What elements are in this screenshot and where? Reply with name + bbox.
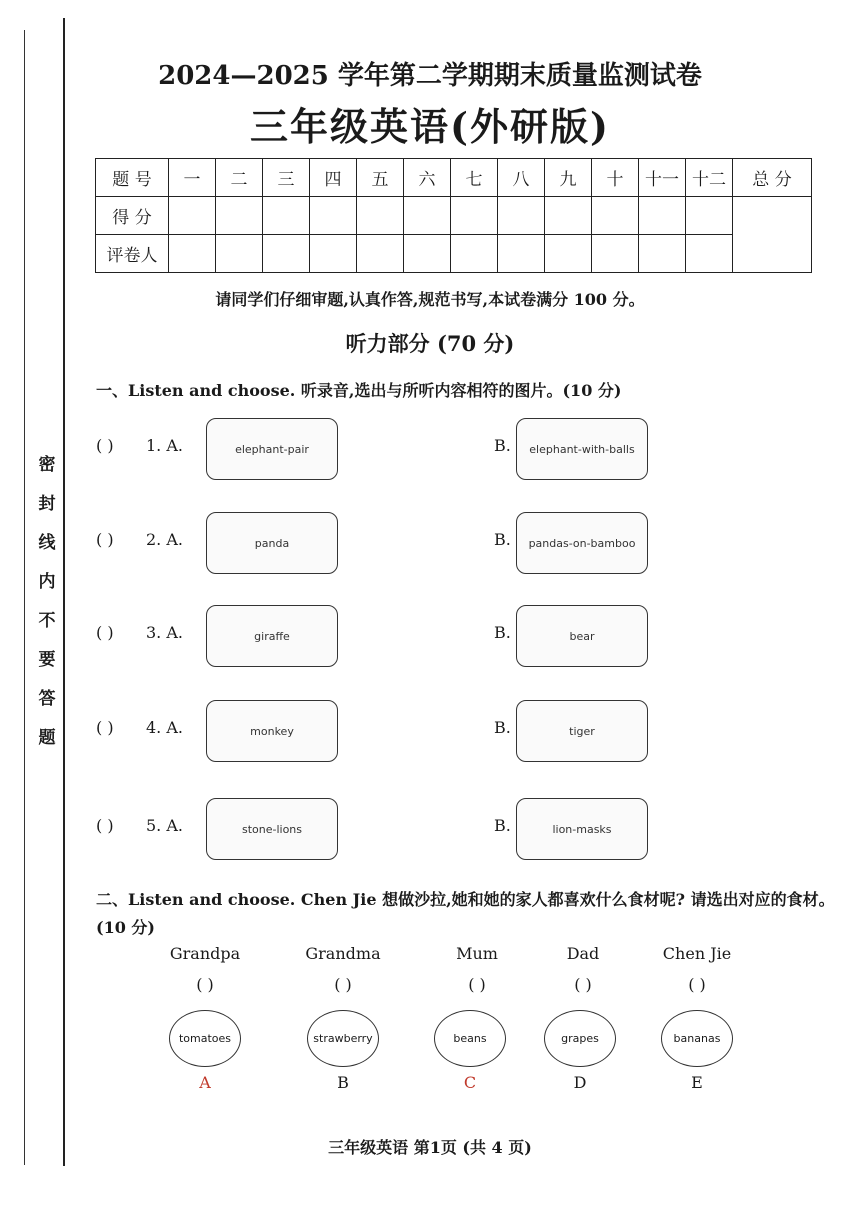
- grader-cell[interactable]: [357, 235, 404, 273]
- exam-instructions: 请同学们仔细审题,认真作答,规范书写,本试卷满分 100 分。: [215, 290, 645, 309]
- question-number: 4. A.: [146, 718, 183, 737]
- food-letter: C: [463, 1073, 477, 1092]
- score-table-header-row: [96, 159, 812, 197]
- seal-char: 内: [38, 572, 56, 592]
- score-row: [96, 197, 812, 235]
- person-dad: [538, 944, 628, 994]
- seal-char: 不: [38, 611, 56, 631]
- header-cell: 一: [169, 159, 216, 197]
- pandas-bamboo-icon: pandas-on-bamboo: [516, 512, 648, 574]
- giraffe-icon: giraffe: [206, 605, 338, 667]
- food-letter: E: [691, 1073, 703, 1092]
- answer-blank[interactable]: ( ): [688, 975, 706, 994]
- question-row-5: [96, 798, 816, 858]
- option-b-label: B.: [494, 530, 511, 549]
- score-cell[interactable]: [310, 197, 357, 235]
- person-chen-jie: [652, 944, 742, 994]
- header-cell: 二: [216, 159, 263, 197]
- option-b-label: B.: [494, 718, 511, 737]
- header-cell: 九: [545, 159, 592, 197]
- food-option-a: [160, 1010, 250, 1092]
- grader-cell[interactable]: [592, 235, 639, 273]
- tomato-icon: tomatoes: [169, 1010, 241, 1067]
- bananas-icon: bananas: [661, 1010, 733, 1067]
- answer-blank[interactable]: ( ): [334, 975, 352, 994]
- question-number: 2. A.: [146, 530, 183, 549]
- header-cell: 题 号: [96, 159, 169, 197]
- grader-cell[interactable]: [498, 235, 545, 273]
- answer-blank[interactable]: ( ): [574, 975, 592, 994]
- margin-line-inner: [63, 18, 65, 1166]
- page-footer: 三年级英语 第1页 (共 4 页): [328, 1138, 532, 1157]
- score-cell[interactable]: [639, 197, 686, 235]
- food-option-d: [535, 1010, 625, 1092]
- stone-lions-icon: stone-lions: [206, 798, 338, 860]
- score-cell[interactable]: [357, 197, 404, 235]
- header-cell: 十一: [639, 159, 686, 197]
- food-letter: D: [573, 1073, 587, 1092]
- score-table: [95, 158, 812, 273]
- option-b-label: B.: [494, 623, 511, 642]
- person-grandpa: [160, 944, 250, 994]
- score-cell[interactable]: [216, 197, 263, 235]
- person-label: Chen Jie: [662, 944, 732, 963]
- header-cell: 十: [592, 159, 639, 197]
- score-cell[interactable]: [545, 197, 592, 235]
- person-grandma: [298, 944, 388, 994]
- exam-subject: 三年级英语(外研版): [250, 104, 610, 149]
- tiger-icon: tiger: [516, 700, 648, 762]
- margin-line-outer: [24, 30, 25, 1165]
- person-label: Grandma: [305, 944, 381, 963]
- answer-blank[interactable]: ( ): [96, 623, 114, 642]
- answer-blank[interactable]: ( ): [468, 975, 486, 994]
- option-b-label: B.: [494, 816, 511, 835]
- grader-cell[interactable]: [686, 235, 733, 273]
- part2-heading: 二、Listen and choose. Chen Jie 想做沙拉,她和她的家人都喜欢什么食材呢? 请选出对应的食材。(10 分): [96, 890, 835, 937]
- seal-line-text: [38, 450, 56, 748]
- bear-icon: bear: [516, 605, 648, 667]
- grader-cell[interactable]: [451, 235, 498, 273]
- food-option-c: [425, 1010, 515, 1092]
- score-cell[interactable]: [498, 197, 545, 235]
- seal-char: 答: [38, 689, 56, 709]
- strawberry-icon: strawberry: [307, 1010, 379, 1067]
- grader-cell[interactable]: [310, 235, 357, 273]
- food-letter: B: [337, 1073, 349, 1092]
- header-cell: 七: [451, 159, 498, 197]
- lion-masks-icon: lion-masks: [516, 798, 648, 860]
- food-letter: A: [199, 1073, 211, 1092]
- elephant-pair-icon: elephant-pair: [206, 418, 338, 480]
- question-number: 1. A.: [146, 436, 183, 455]
- person-label: Dad: [566, 944, 600, 963]
- answer-blank[interactable]: ( ): [96, 436, 114, 455]
- option-b-label: B.: [494, 436, 511, 455]
- monkey-icon: monkey: [206, 700, 338, 762]
- score-cell[interactable]: [169, 197, 216, 235]
- seal-char: 题: [38, 728, 56, 748]
- beans-icon: beans: [434, 1010, 506, 1067]
- grader-cell[interactable]: [639, 235, 686, 273]
- question-row-3: [96, 605, 816, 665]
- question-row-4: [96, 700, 816, 760]
- food-option-b: [298, 1010, 388, 1092]
- score-cell[interactable]: [686, 197, 733, 235]
- header-cell: 五: [357, 159, 404, 197]
- person-label: Grandpa: [169, 944, 241, 963]
- grader-cell[interactable]: [404, 235, 451, 273]
- elephant-icon: elephant-with-balls: [516, 418, 648, 480]
- header-cell: 八: [498, 159, 545, 197]
- grader-cell[interactable]: [169, 235, 216, 273]
- question-row-2: [96, 512, 816, 572]
- answer-blank[interactable]: ( ): [96, 530, 114, 549]
- score-cell[interactable]: [404, 197, 451, 235]
- header-cell: 四: [310, 159, 357, 197]
- part1-heading: 一、Listen and choose. 听录音,选出与所听内容相符的图片。(10 分): [96, 381, 622, 400]
- person-label: Mum: [456, 944, 498, 963]
- panda-icon: panda: [206, 512, 338, 574]
- total-score-cell[interactable]: [733, 197, 812, 273]
- answer-blank[interactable]: ( ): [96, 816, 114, 835]
- grader-row: [96, 235, 812, 273]
- answer-blank[interactable]: ( ): [96, 718, 114, 737]
- question-number: 3. A.: [146, 623, 183, 642]
- seal-char: 封: [38, 494, 56, 514]
- header-cell: 总 分: [733, 159, 812, 197]
- header-cell: 十二: [686, 159, 733, 197]
- row-label: 得 分: [96, 197, 169, 235]
- exam-title: 2024—2025 学年第二学期期末质量监测试卷: [158, 61, 702, 91]
- section-title: 听力部分 (70 分): [345, 331, 515, 356]
- score-cell[interactable]: [592, 197, 639, 235]
- question-row-1: [96, 418, 816, 478]
- score-cell[interactable]: [263, 197, 310, 235]
- grader-cell[interactable]: [216, 235, 263, 273]
- grader-cell[interactable]: [545, 235, 592, 273]
- score-cell[interactable]: [451, 197, 498, 235]
- row-label: 评卷人: [96, 235, 169, 273]
- question-number: 5. A.: [146, 816, 183, 835]
- seal-char: 密: [38, 455, 56, 475]
- header-cell: 六: [404, 159, 451, 197]
- answer-blank[interactable]: ( ): [196, 975, 214, 994]
- grader-cell[interactable]: [263, 235, 310, 273]
- seal-char: 线: [38, 533, 56, 553]
- person-mum: [432, 944, 522, 994]
- header-cell: 三: [263, 159, 310, 197]
- food-option-e: [652, 1010, 742, 1092]
- grapes-icon: grapes: [544, 1010, 616, 1067]
- seal-char: 要: [38, 650, 56, 670]
